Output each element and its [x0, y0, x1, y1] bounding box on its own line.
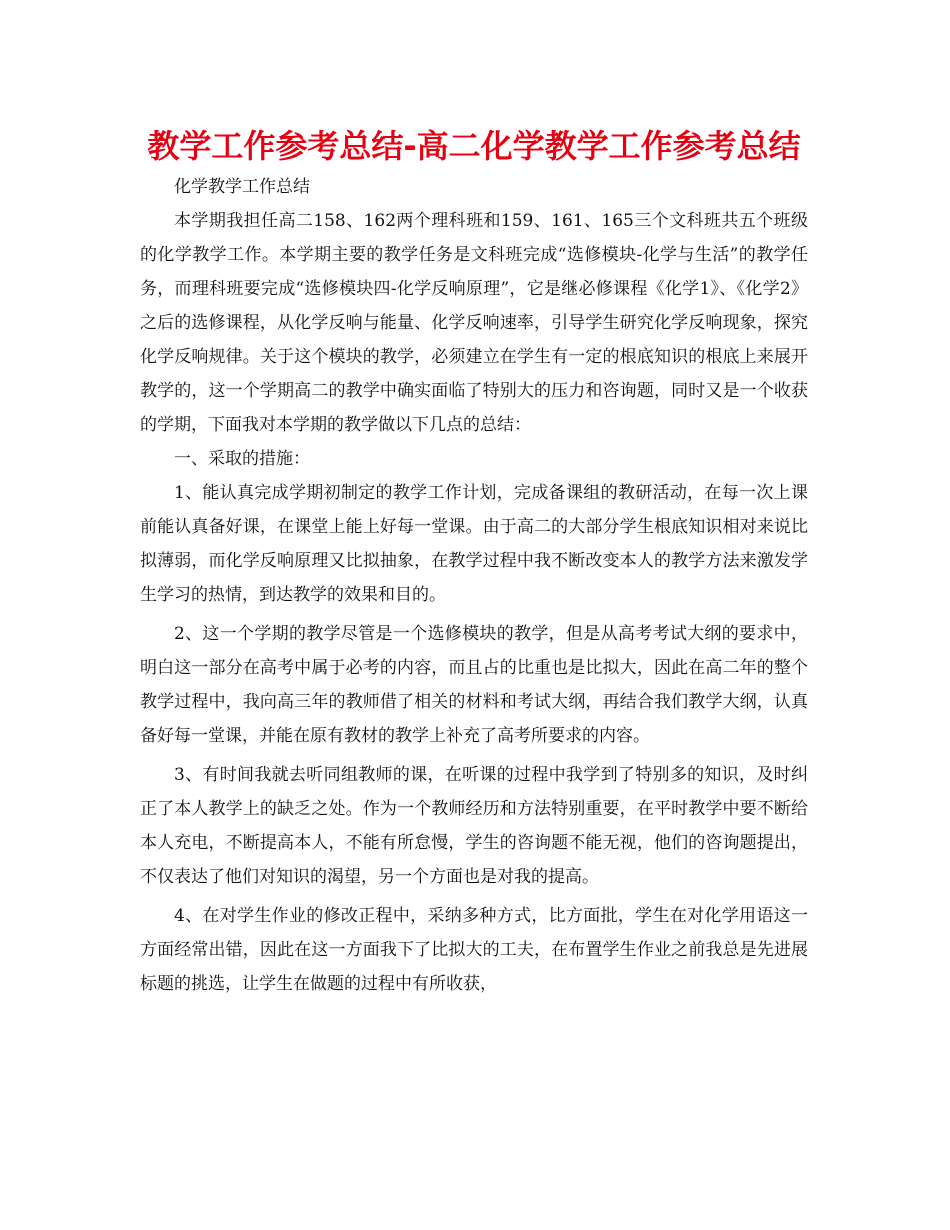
measures-heading: 一、采取的措施： [174, 449, 310, 469]
document-body [140, 170, 808, 1001]
measure-paragraph-4: 4、在对学生作业的修改正程中，采纳多种方式，比方面批，学生在对化学用语这一方面经常出错，因此在这一方面我下了比拟大的工夫，在布置学生作业之前我总是先进展标题的挑选，让学生在做题的过程中有所收获， [140, 906, 808, 994]
measure-paragraph-3: 3、有时间我就去听同组教师的课，在听课的过程中我学到了特别多的知识，及时纠正了本人教学上的缺乏之处。作为一个教师经历和方法特别重要，在平时教学中要不断给本人充电，不断提高本人，不能有所怠慢，学生的咨询题不能无视，他们的咨询题提出，不仅表达了他们对知识的渴望，另一个方面也是对我的提高。 [140, 765, 808, 887]
section-heading: 化学教学工作总结 [174, 177, 310, 197]
document-title: 教学工作参考总结-高二化学教学工作参考总结 [147, 127, 801, 165]
measure-paragraph-2: 2、这一个学期的教学尽管是一个选修模块的教学，但是从高考考试大纲的要求中，明白这一部分在高考中属于必考的内容，而且占的比重也是比拟大，因此在高二年的整个教学过程中，我向高三年的教师借了相关的材料和考试大纲，再结合我们教学大纲，认真备好每一堂课，并能在原有教材的教学上补充了高考所要求的内容。 [140, 624, 808, 746]
measure-paragraph-1: 1、能认真完成学期初制定的教学工作计划，完成备课组的教研活动，在每一次上课前能认真备好课，在课堂上能上好每一堂课。由于高二的大部分学生根底知识相对来说比拟薄弱，而化学反响原理又比拟抽象，在教学过程中我不断改变本人的教学方法来激发学生学习的热情，到达教学的效果和目的。 [140, 483, 808, 605]
intro-paragraph: 本学期我担任高二158、162两个理科班和159、161、165三个文科班共五个班级的化学教学工作。本学期主要的教学任务是文科班完成“选修模块-化学与生活”的教学任务，而理科班要完成“选修模块四-化学反响原理”，它是继必修课程《化学1》、《化学2》之后的选修课程，从化学反响与能量、化学反响速率，引导学生研究化学反响现象，探究化学反响规律。关于这个模块的教学，必须建立在学生有一定的根底知识的根底上来展开教学的，这一个学期高二的教学中确实面临了特别大的压力和咨询题，同时又是一个收获的学期，下面我对本学期的教学做以下几点的总结： [140, 211, 808, 435]
